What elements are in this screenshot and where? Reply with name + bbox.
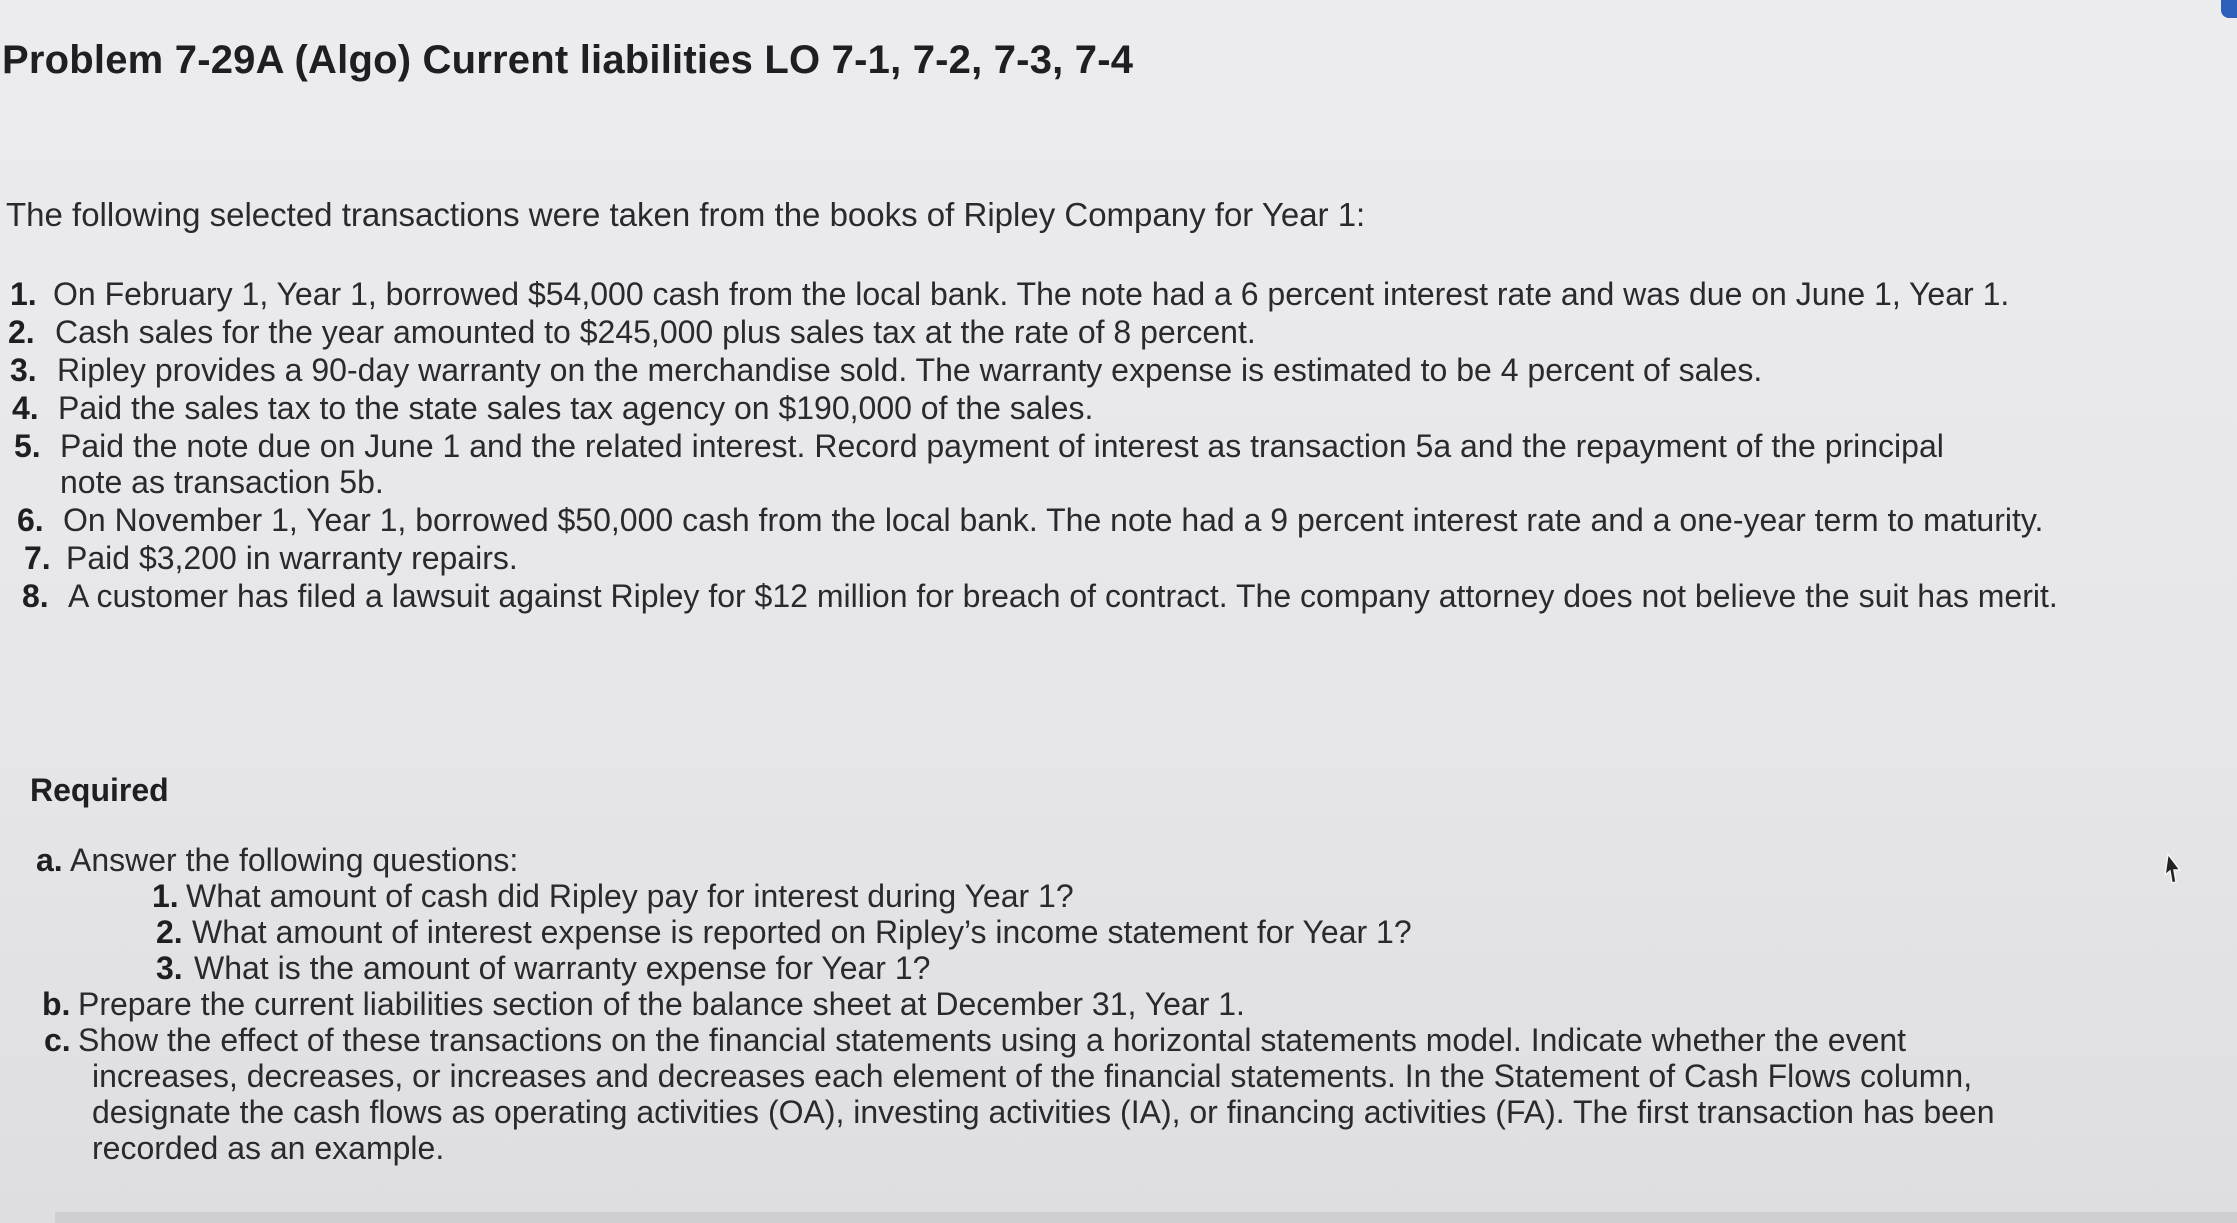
list-item-text: A customer has filed a lawsuit against Ripley for $12 million for breach of contract. The company attorney does not believe the suit has merit. xyxy=(68,578,2058,614)
list-item xyxy=(0,428,2100,500)
question-number: 3. xyxy=(156,950,183,986)
list-item-number: 6. xyxy=(17,502,44,538)
window-corner-accent xyxy=(2221,0,2237,18)
list-item-text: Cash sales for the year amounted to $245,000 plus sales tax at the rate of 8 percent. xyxy=(55,314,1256,350)
question-number: 1. xyxy=(152,878,179,914)
list-item xyxy=(0,502,2100,538)
required-item-text: Prepare the current liabilities section of the balance sheet at December 31, Year 1. xyxy=(78,986,1245,1022)
question-text: What amount of cash did Ripley pay for interest during Year 1? xyxy=(186,878,1074,914)
required-heading: Required xyxy=(30,772,169,808)
required-list xyxy=(0,842,2100,1166)
list-item xyxy=(0,390,2100,426)
required-item-a xyxy=(0,842,2100,878)
list-item xyxy=(0,578,2100,614)
required-item-b xyxy=(0,986,2100,1022)
list-item-number: 4. xyxy=(12,390,39,426)
list-item-number: 7. xyxy=(24,540,51,576)
list-item-text: Ripley provides a 90-day warranty on the merchandise sold. The warranty expense is estimated to be 4 percent of sales. xyxy=(57,352,1763,388)
question-text: What amount of interest expense is reported on Ripley’s income statement for Year 1? xyxy=(192,914,1412,950)
question-number: 2. xyxy=(156,914,183,950)
list-item-text: On February 1, Year 1, borrowed $54,000 cash from the local bank. The note had a 6 percent interest rate and was due on June 1, Year 1. xyxy=(53,276,2010,312)
question-text: What is the amount of warranty expense for Year 1? xyxy=(194,950,931,986)
list-item xyxy=(0,540,2100,576)
list-item-text: Paid $3,200 in warranty repairs. xyxy=(66,540,518,576)
list-item-text: Paid the note due on June 1 and the related interest. Record payment of interest as transaction 5a and the repayment of the principal note as transaction 5b. xyxy=(60,428,1944,500)
required-item-text: Answer the following questions: xyxy=(70,842,519,878)
required-item-text: Show the effect of these transactions on the financial statements using a horizontal statements model. Indicate whether the event increases, decreases, or increases and decreases each element of the financial statements. In the Statement of Cash Flows column, designate the cash flows as operating activities (OA), investing activities (IA), or financing activities (FA). The first transaction has been recorded as an example. xyxy=(78,1022,1995,1166)
list-item-number: 3. xyxy=(10,352,37,388)
question-item xyxy=(0,878,2100,914)
list-item-number: 2. xyxy=(8,314,35,350)
required-item-letter: a. xyxy=(36,842,63,878)
required-item-c xyxy=(0,1022,2100,1166)
list-item-number: 5. xyxy=(14,428,41,464)
required-item-letter: b. xyxy=(42,986,71,1022)
mouse-pointer-icon xyxy=(2160,852,2184,888)
question-item xyxy=(0,950,2100,986)
question-item xyxy=(0,914,2100,950)
scroll-edge xyxy=(55,1212,2237,1223)
problem-title: Problem 7-29A (Algo) Current liabilities LO 7-1, 7-2, 7-3, 7-4 xyxy=(2,38,1134,82)
transactions-list xyxy=(0,276,2100,616)
list-item-number: 1. xyxy=(10,276,37,312)
list-item-text: Paid the sales tax to the state sales tax agency on $190,000 of the sales. xyxy=(58,390,1094,426)
list-item-text: On November 1, Year 1, borrowed $50,000 cash from the local bank. The note had a 9 percent interest rate and a one-year term to maturity. xyxy=(63,502,2044,538)
list-item xyxy=(0,276,2100,312)
list-item xyxy=(0,352,2100,388)
list-item-number: 8. xyxy=(22,578,49,614)
list-item xyxy=(0,314,2100,350)
required-item-letter: c. xyxy=(44,1022,71,1058)
intro-text: The following selected transactions were taken from the books of Ripley Company for Year 1: xyxy=(6,196,1366,233)
